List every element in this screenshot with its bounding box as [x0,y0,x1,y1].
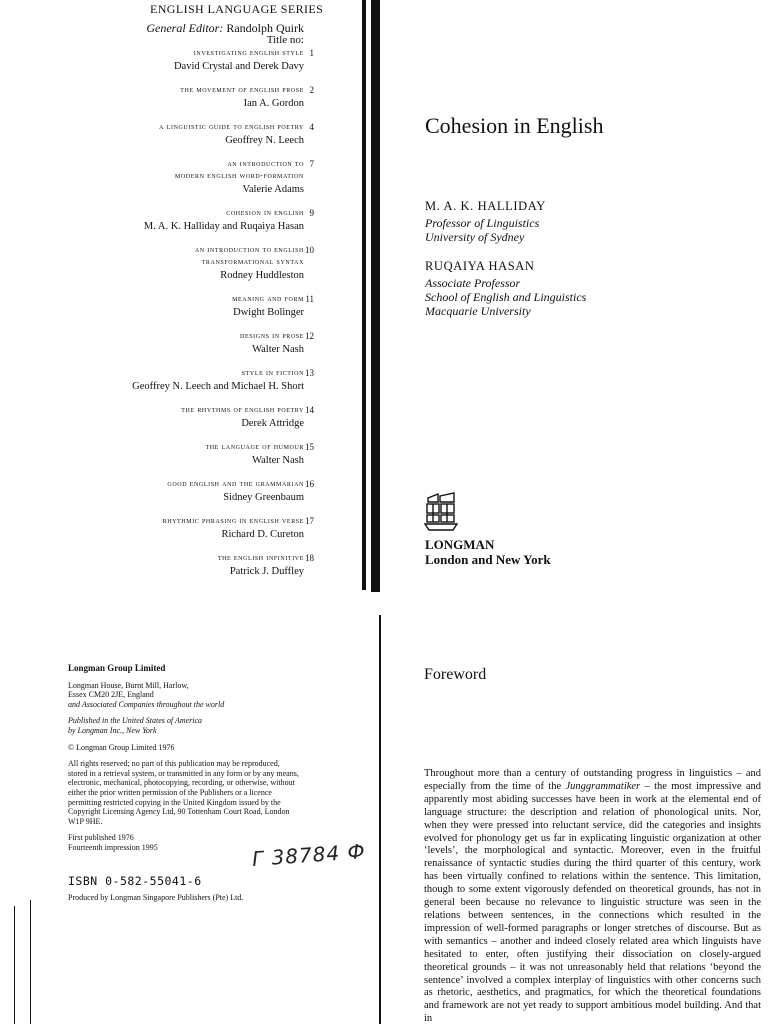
rights-line: W1P 9HE. [68,816,103,826]
series-item-number: 15 [305,442,314,452]
imprint-us-line: by Longman Inc., New York [68,725,157,735]
foreword-italic-term: Junggrammatiker [565,780,641,792]
book-title: Cohesion in English [425,113,604,138]
imprint-address-line: Longman House, Burnt Mill, Harlow, [68,680,189,690]
series-item [64,244,314,282]
series-item-title: an introduction to english [194,245,304,254]
series-item-authors: Dwight Bolinger [233,307,304,318]
imprint-address-line: Essex CM20 2JE, England [68,690,154,700]
series-item-number: 1 [309,48,314,58]
series-item-title: an introduction to [227,159,304,168]
affiliation-line: Professor of Linguistics [425,216,540,230]
margin-line-left-1 [14,906,15,1024]
series-item-title: investigating english style [193,48,304,57]
series-item [64,367,314,393]
series-item [64,207,314,233]
margin-line-left-2 [30,900,31,1024]
series-item-number: 18 [305,553,314,563]
imprint-block [68,664,348,860]
isbn: ISBN 0-582-55041-6 [68,874,202,888]
spine-shadow [362,0,366,590]
series-list [64,47,314,589]
editor-name: Randolph Quirk [226,21,304,35]
series-item-title: the rhythms of english poetry [181,405,304,414]
series-item-title-line2: modern english word-formation [174,171,304,180]
spine-bar [371,0,380,592]
series-item-title: good english and the grammarian [167,479,304,488]
series-item [64,47,314,73]
foreword-title: Foreword [424,666,487,683]
series-item [64,330,314,356]
foreword-text-cont: – the most impressive and apparently most abiding successes have been in work at the elemental end of language structure: the description and relation of phonological units. Nor, when they were pressed into reluctant service, did the categories and insights evolved for phonology get us far in explicating linguistic organization at other ‘levels’, the morphological and syntactic. Moreover, even in the fruitful renaissance of syntactic studies during the third quarter of this century, work has been virtually confined to relations within the sentence. This limitation, though to some extent vigorously defended on theoretical grounds, has not in general been because no relevance to linguistic structure was seen in the relations between sentences, in the connections which resulted in the impression of well-formed paragraphs or longer stretches of discourse. But as with semantics – another and indeed closely related area which linguists have hesitated to enter, often justifying their dissociation on closely-argued theoretical grounds – it was not unreasonably held that relations ‘beyond the sentence’ involved a complex interplay of linguistics with other concerns such as rhetoric, aesthetics, and pragmatics, for which the theoretical foundations and framework are not yet ready to support ambitious model building. And that in [424,780,761,1025]
rights-line: Copyright Licensing Agency Ltd, 90 Tottenham Court Road, London [68,807,290,817]
series-item-title: a linguistic guide to english poetry [159,122,304,131]
author-hasan-affiliation [425,276,586,318]
series-item [64,478,314,504]
series-item-authors: Rodney Huddleston [220,270,304,281]
series-item-authors: Valerie Adams [242,184,304,195]
series-item [64,441,314,467]
affiliation-line: University of Sydney [425,230,525,244]
spine-line-lower [379,615,381,1024]
rights-line: electronic, mechanical, photocopying, recording, or otherwise, without [68,778,295,788]
series-item-authors: Geoffrey N. Leech and Michael H. Short [132,381,304,392]
imprint-copyright: © Longman Group Limited 1976 [68,742,175,752]
series-item-number: 16 [305,479,314,489]
produced-by: Produced by Longman Singapore Publishers (Pte) Ltd. [68,893,244,902]
author-halliday: M. A. K. HALLIDAY [425,199,546,213]
series-item [64,515,314,541]
series-item-title: designs in prose [240,331,304,340]
series-item-authors: Geoffrey N. Leech [225,135,304,146]
series-item-title: cohesion in english [226,208,304,217]
series-item-authors: David Crystal and Derek Davy [173,61,304,72]
series-item-title: meaning and form [232,294,304,303]
author-hasan: RUQAIYA HASAN [425,259,535,273]
series-item [64,293,314,319]
series-heading: ENGLISH LANGUAGE SERIES [150,2,324,16]
longman-ship-logo-icon [424,492,458,537]
foreword-body [424,768,761,1026]
rights-line: All rights reserved; no part of this publication may be reproduced, [68,759,280,769]
first-published: First published 1976 [68,833,134,843]
impression: Fourteenth impression 1995 [68,842,158,852]
series-item-title: the language of humour [205,442,304,451]
imprint-company: Longman Group Limited [68,663,166,673]
series-item-number: 11 [305,294,314,304]
series-item [64,552,314,578]
handwritten-accession-number: Г 38784 Ф [251,839,367,871]
series-item-title: the movement of english prose [180,85,304,94]
rights-line: stored in a retrieval system, or transmitted in any form or by any means, [68,768,299,778]
affiliation-line: Macquarie University [425,304,531,318]
series-item-number: 2 [309,85,314,95]
series-item-authors: Ian A. Gordon [243,98,304,109]
series-item-title: the english infinitive [217,553,304,562]
imprint-rights [68,759,348,826]
foreword-paragraph [424,768,761,1026]
rights-line: permitting restricted copying in the United Kingdom issued by the [68,797,281,807]
series-item-authors: M. A. K. Halliday and Ruqaiya Hasan [143,221,304,232]
imprint-address-line: and Associated Companies throughout the world [68,699,225,709]
series-item-authors: Sidney Greenbaum [223,492,304,503]
affiliation-line: School of English and Linguistics [425,290,587,304]
series-item-number: 7 [309,159,314,169]
imprint-us-line: Published in the United States of America [68,716,203,726]
imprint-address [68,681,348,710]
series-item-authors: Walter Nash [252,344,304,355]
publisher-block [425,537,551,567]
publisher-name: LONGMAN [425,537,495,552]
series-item-title: style in fiction [241,368,304,377]
series-item [64,158,314,196]
affiliation-line: Associate Professor [425,276,521,290]
series-item-number: 4 [309,122,314,132]
series-item-authors: Patrick J. Duffley [229,566,304,577]
series-item-number: 13 [305,368,314,378]
title-no-label: Title no: [266,34,304,46]
series-item [64,121,314,147]
series-item-number: 9 [309,208,314,218]
series-item-title-line2: transformational syntax [201,257,304,266]
editor-label: General Editor: [146,21,224,35]
series-item [64,84,314,110]
foreword-text: Throughout more than a century of outstanding progress in linguistics – and especially from the time of the [424,768,761,792]
series-item-authors: Walter Nash [252,455,304,466]
series-item [64,404,314,430]
series-item-number: 17 [305,516,314,526]
publisher-places: London and New York [425,552,551,567]
series-item-authors: Richard D. Cureton [221,529,304,540]
series-item-number: 10 [305,245,314,255]
series-item-number: 12 [305,331,314,341]
series-item-authors: Derek Attridge [241,418,304,429]
series-item-title: rhythmic phrasing in english verse [162,516,304,525]
series-item-number: 14 [305,405,314,415]
author-halliday-affiliation [425,216,539,244]
imprint-us-publisher [68,716,348,735]
rights-line: either the prior written permission of the Publishers or a licence [68,787,272,797]
